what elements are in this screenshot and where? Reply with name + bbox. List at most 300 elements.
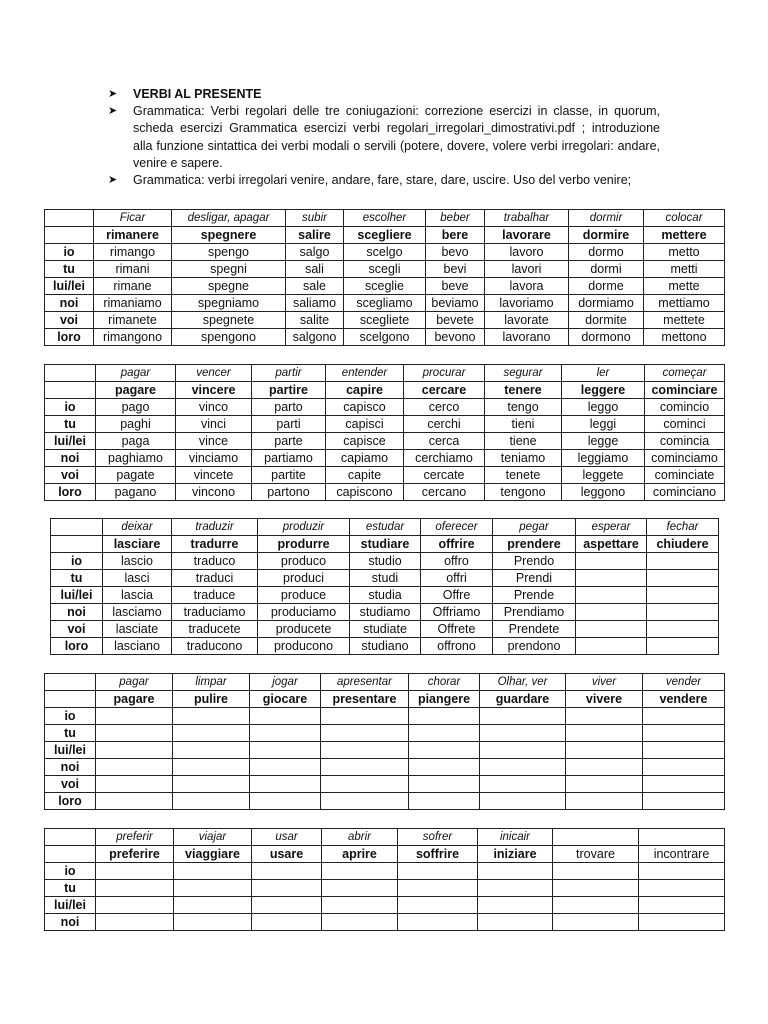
form-cell: paghi xyxy=(96,416,176,433)
form-cell: salgono xyxy=(286,329,344,346)
verb-table-4 xyxy=(44,673,725,810)
form-cell xyxy=(576,621,647,638)
form-cell: rimani xyxy=(94,261,172,278)
pt-verb: viajar xyxy=(174,829,252,846)
form-cell xyxy=(576,553,647,570)
pt-verb: viver xyxy=(566,674,643,691)
blank-cell xyxy=(173,742,250,759)
it-verb: cercare xyxy=(404,382,485,399)
form-cell: studi xyxy=(350,570,421,587)
table-row xyxy=(45,776,725,793)
pt-verb: inicair xyxy=(478,829,553,846)
form-cell: produci xyxy=(258,570,350,587)
form-cell: vinciamo xyxy=(176,450,252,467)
table-row xyxy=(45,759,725,776)
form-cell: tenete xyxy=(485,467,562,484)
form-cell: saliamo xyxy=(286,295,344,312)
form-cell: scelgono xyxy=(344,329,426,346)
italian-header-row xyxy=(45,691,725,708)
pronoun-cell: tu xyxy=(45,880,96,897)
pt-verb: partir xyxy=(252,365,326,382)
form-cell: rimango xyxy=(94,244,172,261)
blank-cell xyxy=(639,914,725,931)
table-row xyxy=(45,467,725,484)
blank-cell xyxy=(321,776,409,793)
pronoun-cell: io xyxy=(51,553,103,570)
form-cell: Prende xyxy=(493,587,576,604)
arrow-bullet-icon: ➤ xyxy=(108,105,118,118)
form-cell: lavoriamo xyxy=(485,295,569,312)
blank-cell xyxy=(322,897,398,914)
pt-verb: vender xyxy=(643,674,725,691)
form-cell: offro xyxy=(421,553,493,570)
pt-verb: dormir xyxy=(569,210,644,227)
form-cell: vince xyxy=(176,433,252,450)
pronoun-cell: tu xyxy=(45,725,96,742)
blank-cell xyxy=(643,759,725,776)
blank-cell xyxy=(480,759,566,776)
form-cell: capite xyxy=(326,467,404,484)
it-verb: presentare xyxy=(321,691,409,708)
form-cell: cominci xyxy=(645,416,725,433)
blank-cell xyxy=(639,863,725,880)
empty-cell xyxy=(45,210,94,227)
blank-cell xyxy=(96,708,173,725)
blank-cell xyxy=(409,759,480,776)
pt-verb: subir xyxy=(286,210,344,227)
form-cell: lasciamo xyxy=(103,604,172,621)
form-cell: cercano xyxy=(404,484,485,501)
form-cell: scegli xyxy=(344,261,426,278)
pt-verb: oferecer xyxy=(421,519,493,536)
form-cell: spegniamo xyxy=(172,295,286,312)
form-cell: cominciamo xyxy=(645,450,725,467)
empty-cell xyxy=(45,829,96,846)
form-cell: partono xyxy=(252,484,326,501)
form-cell: metti xyxy=(644,261,725,278)
it-verb: leggere xyxy=(562,382,645,399)
form-cell: leggiamo xyxy=(562,450,645,467)
pt-verb: sofrer xyxy=(398,829,478,846)
it-verb: pulire xyxy=(173,691,250,708)
form-cell: comincia xyxy=(645,433,725,450)
intro-bullet-1 xyxy=(108,103,660,172)
table-row xyxy=(45,793,725,810)
blank-cell xyxy=(639,880,725,897)
pt-verb: vencer xyxy=(176,365,252,382)
pt-verb: desligar, apagar xyxy=(172,210,286,227)
blank-cell xyxy=(173,725,250,742)
blank-cell xyxy=(480,725,566,742)
it-verb: lavorare xyxy=(485,227,569,244)
form-cell: traduco xyxy=(172,553,258,570)
form-cell: bevo xyxy=(426,244,485,261)
it-verb: cominciare xyxy=(645,382,725,399)
form-cell: traducete xyxy=(172,621,258,638)
blank-cell xyxy=(322,914,398,931)
pt-verb: estudar xyxy=(350,519,421,536)
blank-cell xyxy=(321,759,409,776)
form-cell: spengo xyxy=(172,244,286,261)
verb-table-3 xyxy=(50,518,719,655)
blank-cell xyxy=(643,708,725,725)
form-cell: dormo xyxy=(569,244,644,261)
form-cell xyxy=(576,570,647,587)
blank-cell xyxy=(566,742,643,759)
blank-cell xyxy=(96,793,173,810)
pt-verb: segurar xyxy=(485,365,562,382)
empty-cell xyxy=(51,519,103,536)
form-cell: capisco xyxy=(326,399,404,416)
it-verb: guardare xyxy=(480,691,566,708)
pt-verb: usar xyxy=(252,829,322,846)
form-cell: Offre xyxy=(421,587,493,604)
blank-cell xyxy=(566,725,643,742)
it-verb: pagare xyxy=(96,691,173,708)
blank-cell xyxy=(321,725,409,742)
it-verb: incontrare xyxy=(639,846,725,863)
form-cell: vincete xyxy=(176,467,252,484)
form-cell: offrono xyxy=(421,638,493,655)
table-row xyxy=(45,725,725,742)
form-cell: mette xyxy=(644,278,725,295)
form-cell: metto xyxy=(644,244,725,261)
empty-cell xyxy=(45,691,96,708)
form-cell: traducono xyxy=(172,638,258,655)
pronoun-cell: tu xyxy=(51,570,103,587)
it-verb: pagare xyxy=(96,382,176,399)
form-cell: legge xyxy=(562,433,645,450)
blank-cell xyxy=(566,776,643,793)
it-verb: bere xyxy=(426,227,485,244)
pt-verb: procurar xyxy=(404,365,485,382)
pt-verb: ler xyxy=(562,365,645,382)
it-verb: vendere xyxy=(643,691,725,708)
table-row xyxy=(45,880,725,897)
blank-cell xyxy=(96,880,174,897)
empty-cell xyxy=(45,365,96,382)
pronoun-cell: voi xyxy=(45,312,94,329)
it-verb: tenere xyxy=(485,382,562,399)
table-row xyxy=(45,261,725,278)
form-cell: partiamo xyxy=(252,450,326,467)
form-cell: mettete xyxy=(644,312,725,329)
blank-cell xyxy=(252,897,322,914)
form-cell: mettiamo xyxy=(644,295,725,312)
table-row xyxy=(45,484,725,501)
blank-cell xyxy=(174,914,252,931)
form-cell xyxy=(576,587,647,604)
blank-cell xyxy=(566,759,643,776)
blank-cell xyxy=(553,914,639,931)
pt-verb: trabalhar xyxy=(485,210,569,227)
pt-verb xyxy=(553,829,639,846)
blank-cell xyxy=(480,793,566,810)
form-cell: leggo xyxy=(562,399,645,416)
blank-cell xyxy=(252,863,322,880)
form-cell: pagate xyxy=(96,467,176,484)
form-cell: cominciano xyxy=(645,484,725,501)
form-cell: bevi xyxy=(426,261,485,278)
form-cell: vinco xyxy=(176,399,252,416)
form-cell: pagano xyxy=(96,484,176,501)
form-cell: lavora xyxy=(485,278,569,295)
pronoun-cell: tu xyxy=(45,416,96,433)
form-cell: lavoro xyxy=(485,244,569,261)
form-cell: capisce xyxy=(326,433,404,450)
table-row xyxy=(45,433,725,450)
blank-cell xyxy=(409,708,480,725)
form-cell: produciamo xyxy=(258,604,350,621)
intro-bullet-2 xyxy=(108,172,660,189)
blank-cell xyxy=(174,897,252,914)
it-verb: usare xyxy=(252,846,322,863)
form-cell: Prendi xyxy=(493,570,576,587)
form-cell: studiamo xyxy=(350,604,421,621)
italian-header-row xyxy=(51,536,719,553)
blank-cell xyxy=(553,897,639,914)
pronoun-cell: io xyxy=(45,244,94,261)
table-row xyxy=(45,416,725,433)
pt-verb: Olhar, ver xyxy=(480,674,566,691)
pronoun-cell: io xyxy=(45,708,96,725)
blank-cell xyxy=(398,914,478,931)
table-row xyxy=(45,295,725,312)
blank-cell xyxy=(480,708,566,725)
form-cell: produco xyxy=(258,553,350,570)
form-cell: dormiamo xyxy=(569,295,644,312)
form-cell xyxy=(647,587,719,604)
table-row xyxy=(45,450,725,467)
blank-cell xyxy=(409,725,480,742)
form-cell: scegliete xyxy=(344,312,426,329)
form-cell: beviamo xyxy=(426,295,485,312)
pt-verb: beber xyxy=(426,210,485,227)
pt-verb: traduzir xyxy=(172,519,258,536)
pronoun-cell: loro xyxy=(45,484,96,501)
it-verb: vincere xyxy=(176,382,252,399)
form-cell: paga xyxy=(96,433,176,450)
blank-cell xyxy=(321,793,409,810)
table-row xyxy=(45,278,725,295)
form-cell: cercate xyxy=(404,467,485,484)
form-cell: leggi xyxy=(562,416,645,433)
verb-table-2 xyxy=(44,364,725,501)
verb-table-1 xyxy=(44,209,725,346)
pt-verb: esperar xyxy=(576,519,647,536)
blank-cell xyxy=(480,742,566,759)
empty-cell xyxy=(45,382,96,399)
italian-header-row xyxy=(45,846,725,863)
form-cell: studiate xyxy=(350,621,421,638)
blank-cell xyxy=(478,897,553,914)
blank-cell xyxy=(96,776,173,793)
pt-verb: preferir xyxy=(96,829,174,846)
form-cell: Offrete xyxy=(421,621,493,638)
it-verb: aspettare xyxy=(576,536,647,553)
table-row xyxy=(45,914,725,931)
blank-cell xyxy=(173,708,250,725)
form-cell: dormi xyxy=(569,261,644,278)
blank-cell xyxy=(96,897,174,914)
it-verb: prendere xyxy=(493,536,576,553)
blank-cell xyxy=(409,793,480,810)
form-cell: rimaniamo xyxy=(94,295,172,312)
form-cell: sale xyxy=(286,278,344,295)
form-cell: scelgo xyxy=(344,244,426,261)
form-cell xyxy=(647,570,719,587)
empty-cell xyxy=(45,227,94,244)
blank-cell xyxy=(639,897,725,914)
pt-verb: entender xyxy=(326,365,404,382)
form-cell: spegni xyxy=(172,261,286,278)
pronoun-cell: lui/lei xyxy=(45,897,96,914)
table-row xyxy=(45,329,725,346)
blank-cell xyxy=(643,725,725,742)
form-cell: lascia xyxy=(103,587,172,604)
form-cell xyxy=(647,604,719,621)
it-verb: viaggiare xyxy=(174,846,252,863)
form-cell: Prendiamo xyxy=(493,604,576,621)
form-cell: parte xyxy=(252,433,326,450)
form-cell: vincono xyxy=(176,484,252,501)
blank-cell xyxy=(96,914,174,931)
table-row xyxy=(51,638,719,655)
blank-cell xyxy=(322,880,398,897)
pronoun-cell: voi xyxy=(51,621,103,638)
it-verb: mettere xyxy=(644,227,725,244)
form-cell: produce xyxy=(258,587,350,604)
form-cell: spengono xyxy=(172,329,286,346)
intro-text: Grammatica: Verbi regolari delle tre coniugazioni: correzione esercizi in classe, in quorum, scheda esercizi Grammatica esercizi verbi regolari_irregolari_dimostrativi.pdf ; introduzione alla funzione sintattica dei verbi modali o servili (potere, dovere, volere verbi irregolari: andare, venire e sapere. xyxy=(133,104,660,170)
form-cell: salite xyxy=(286,312,344,329)
form-cell: bevete xyxy=(426,312,485,329)
table-row xyxy=(45,742,725,759)
blank-cell xyxy=(409,776,480,793)
blank-cell xyxy=(250,759,321,776)
pronoun-cell: lui/lei xyxy=(51,587,103,604)
portuguese-header-row xyxy=(51,519,719,536)
blank-cell xyxy=(322,863,398,880)
it-verb: lasciare xyxy=(103,536,172,553)
blank-cell xyxy=(96,759,173,776)
form-cell: capisci xyxy=(326,416,404,433)
form-cell: capiamo xyxy=(326,450,404,467)
form-cell xyxy=(647,621,719,638)
blank-cell xyxy=(321,708,409,725)
form-cell: cerca xyxy=(404,433,485,450)
pt-verb: fechar xyxy=(647,519,719,536)
form-cell: tengo xyxy=(485,399,562,416)
portuguese-header-row xyxy=(45,365,725,382)
blank-cell xyxy=(553,880,639,897)
pt-verb: chorar xyxy=(409,674,480,691)
blank-cell xyxy=(96,725,173,742)
pronoun-cell: loro xyxy=(45,329,94,346)
form-cell: salgo xyxy=(286,244,344,261)
intro-text: Grammatica: verbi irregolari venire, andare, fare, stare, dare, uscire. Uso del verbo venire; xyxy=(133,173,632,188)
form-cell: studio xyxy=(350,553,421,570)
verb-table-5 xyxy=(44,828,725,931)
table-row xyxy=(45,312,725,329)
blank-cell xyxy=(173,793,250,810)
form-cell: traduciamo xyxy=(172,604,258,621)
pt-verb: pagar xyxy=(96,674,173,691)
it-verb: dormire xyxy=(569,227,644,244)
table-row xyxy=(51,587,719,604)
form-cell: sceglie xyxy=(344,278,426,295)
it-verb: capire xyxy=(326,382,404,399)
italian-header-row xyxy=(45,227,725,244)
empty-cell xyxy=(51,536,103,553)
section-title: VERBI AL PRESENTE xyxy=(133,87,262,101)
pronoun-cell: tu xyxy=(45,261,94,278)
form-cell: cerchiamo xyxy=(404,450,485,467)
form-cell: lavorate xyxy=(485,312,569,329)
table-row xyxy=(51,604,719,621)
form-cell: Offriamo xyxy=(421,604,493,621)
form-cell: Prendete xyxy=(493,621,576,638)
form-cell: offri xyxy=(421,570,493,587)
it-verb: vivere xyxy=(566,691,643,708)
table-row xyxy=(51,570,719,587)
form-cell: traduci xyxy=(172,570,258,587)
table-row xyxy=(45,708,725,725)
table-row xyxy=(45,897,725,914)
blank-cell xyxy=(478,914,553,931)
pronoun-cell: io xyxy=(45,863,96,880)
blank-cell xyxy=(643,776,725,793)
form-cell: partite xyxy=(252,467,326,484)
form-cell: rimangono xyxy=(94,329,172,346)
form-cell xyxy=(576,638,647,655)
table-row xyxy=(45,399,725,416)
form-cell xyxy=(576,604,647,621)
form-cell xyxy=(647,553,719,570)
form-cell: parto xyxy=(252,399,326,416)
form-cell: studiano xyxy=(350,638,421,655)
form-cell: tieni xyxy=(485,416,562,433)
pronoun-cell: voi xyxy=(45,467,96,484)
empty-cell xyxy=(45,846,96,863)
blank-cell xyxy=(566,793,643,810)
it-verb: spegnere xyxy=(172,227,286,244)
pronoun-cell: loro xyxy=(51,638,103,655)
form-cell: tengono xyxy=(485,484,562,501)
pt-verb xyxy=(639,829,725,846)
portuguese-header-row xyxy=(45,210,725,227)
pt-verb: Ficar xyxy=(94,210,172,227)
pt-verb: pagar xyxy=(96,365,176,382)
pronoun-cell: noi xyxy=(45,914,96,931)
it-verb: piangere xyxy=(409,691,480,708)
blank-cell xyxy=(250,742,321,759)
pt-verb: jogar xyxy=(250,674,321,691)
form-cell: dorme xyxy=(569,278,644,295)
pronoun-cell: voi xyxy=(45,776,96,793)
it-verb: preferire xyxy=(96,846,174,863)
blank-cell xyxy=(250,776,321,793)
pronoun-cell: io xyxy=(45,399,96,416)
blank-cell xyxy=(480,776,566,793)
it-verb: partire xyxy=(252,382,326,399)
blank-cell xyxy=(252,914,322,931)
blank-cell xyxy=(643,793,725,810)
blank-cell xyxy=(173,776,250,793)
form-cell: scegliamo xyxy=(344,295,426,312)
table-row xyxy=(51,621,719,638)
form-cell: cerchi xyxy=(404,416,485,433)
